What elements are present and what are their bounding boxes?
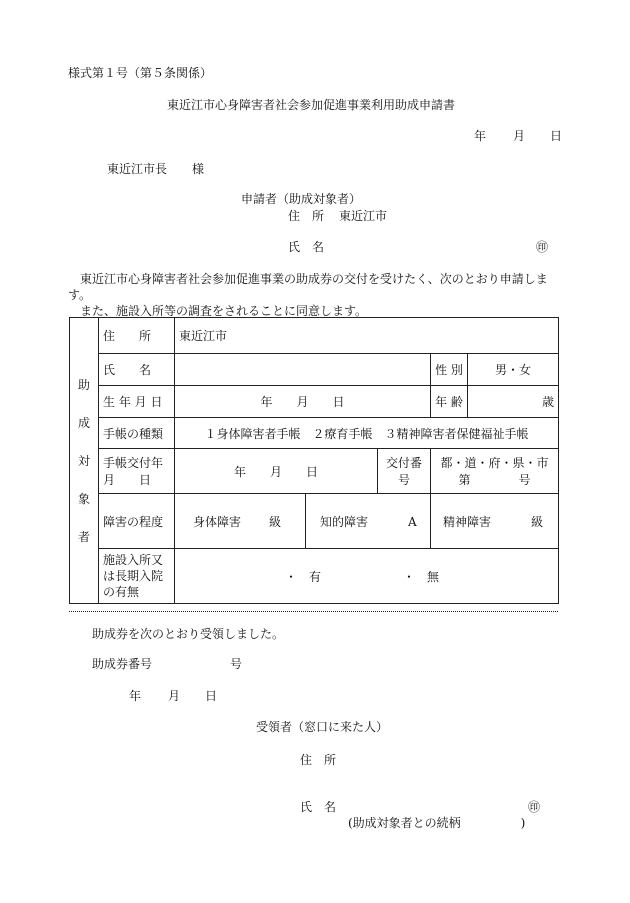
page-title: 東近江市心身障害者社会参加促進事業利用助成申請書 [167,98,456,112]
name-value[interactable] [175,354,431,386]
issue-date-label: 手帳交付年 月 日 [99,449,175,494]
applicant-label: 申請者（助成対象者） [241,192,362,206]
issue-date-value[interactable]: 年 月 日 [175,449,378,494]
applicant-seal-icon: ㊞ [536,240,549,254]
degree-mental[interactable]: 精神障害 級 [431,494,559,549]
body-text-2: また、施設入所等の調査をされることに同意します。 [80,304,368,318]
age-value[interactable]: 歳 [468,386,559,418]
side-label: 助 成 対 象 者 [70,318,99,604]
date-year: 年 [474,129,487,143]
addressee-honorific: 様 [192,162,205,176]
age-label: 年 齢 [431,386,468,418]
form-number: 様式第１号（第５条関係） [68,66,213,80]
receipt-date-year: 年 [129,689,142,703]
degree-intellectual[interactable]: 知的障害 A [306,494,431,549]
name-label: 氏 名 [99,354,175,386]
receiver-seal-icon: ㊞ [528,800,541,814]
receipt-statement: 助成券を次のとおり受領しました。 [92,627,285,641]
relation-note: (助成対象者との続柄 ) [348,816,526,830]
body-text-1b: す。 [68,288,92,302]
receiver-name-label: 氏 名 [300,800,337,814]
book-type-label: 手帳の種類 [99,418,175,449]
applicant-address-value: 東近江市 [339,209,388,223]
ticket-no-unit: 号 [230,657,243,671]
issue-no-value[interactable]: 都・道・府・県・市 第 号 [431,449,559,494]
addressee: 東近江市長 [107,162,168,176]
book-type-value[interactable]: １身体障害者手帳 ２療育手帳 ３精神障害者保健福祉手帳 [175,418,559,449]
facility-label: 施設入所又 は長期入院 の有無 [99,549,175,604]
receipt-date-month: 月 [168,689,181,703]
birth-value[interactable]: 年 月 日 [175,386,431,418]
degree-label: 障害の程度 [99,494,175,549]
ticket-no-label: 助成券番号 [92,657,153,671]
gender-value[interactable]: 男・女 [468,354,559,386]
date-day: 日 [550,129,563,143]
degree-physical[interactable]: 身体障害 級 [175,494,306,549]
cut-line [69,611,558,612]
date-month: 月 [513,129,526,143]
body-text-1: 東近江市心身障害者社会参加促進事業の助成券の交付を受けたく、次のとおり申請しま [80,272,548,286]
address-label: 住 所 [99,318,175,354]
applicant-address-label: 住 所 [288,209,325,223]
application-table [69,317,559,604]
issue-no-label: 交付番号 [378,449,431,494]
receiver-address-label: 住 所 [300,753,337,767]
address-value[interactable]: 東近江市 [175,318,559,354]
applicant-name-label: 氏 名 [288,240,325,254]
gender-label: 性 別 [431,354,468,386]
receipt-date-day: 日 [205,689,218,703]
receiver-label: 受領者（窓口に来た人） [256,720,389,734]
birth-label: 生 年 月 日 [99,386,175,418]
facility-value[interactable]: ・ 有 ・ 無 [175,549,559,604]
